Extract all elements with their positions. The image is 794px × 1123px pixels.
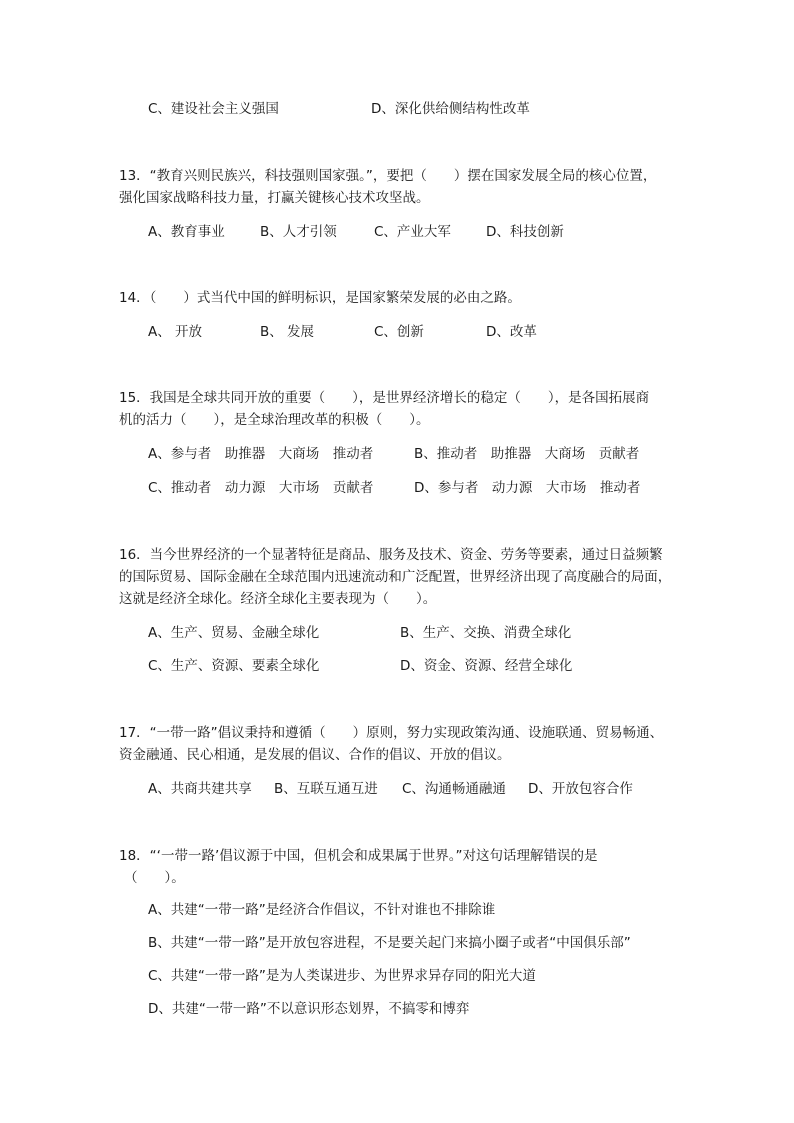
option-c: C、产业大军 — [374, 224, 451, 240]
option-b: B、 发展 — [260, 324, 315, 340]
option-a: A、 开放 — [148, 324, 203, 340]
option-d: D、共建“一带一路”不以意识形态划界，不搞零和博弈 — [148, 1001, 470, 1017]
option-b: B、共建“一带一路”是开放包容进程，不是要关起门来搞小圈子或者“中国俱乐部” — [148, 935, 631, 951]
question-text-line: 18．“‘一带一路’倡议源于中国，但机会和成果属于世界。”对这句话理解错误的是 — [119, 848, 598, 864]
option-a: A、生产、贸易、金融全球化 — [148, 625, 320, 641]
option-c: C、建设社会主义强国 — [148, 101, 279, 117]
option-d: D、科技创新 — [486, 224, 564, 240]
option-b: B、人才引领 — [260, 224, 337, 240]
question-text-line: 16．当今世界经济的一个显著特征是商品、服务及技术、资金、劳务等要素，通过日益频繁 — [119, 547, 663, 563]
question-text-line: 14．（ ）式当代中国的鲜明标识，是国家繁荣发展的必由之路。 — [119, 290, 521, 306]
option-c: C、共建“一带一路”是为人类谋进步、为世界求异存同的阳光大道 — [148, 968, 536, 984]
option-d: D、参与者 动力源 大市场 推动者 — [414, 480, 641, 496]
option-a: A、共建“一带一路”是经济合作倡议，不针对谁也不排除谁 — [148, 902, 496, 918]
option-d: D、深化供给侧结构性改革 — [371, 101, 530, 117]
question-text-line: 强化国家战略科技力量，打赢关键核心技术攻坚战。 — [119, 190, 430, 206]
option-c: C、生产、资源、要素全球化 — [148, 658, 320, 674]
question-text-line: （ ）。 — [124, 870, 185, 886]
option-a: A、共商共建共享 — [148, 781, 252, 797]
question-text-line: 15．我国是全球共同开放的重要（ ），是世界经济增长的稳定（ ），是各国拓展商 — [119, 390, 650, 406]
question-text-line: 这就是经济全球化。经济全球化主要表现为（ ）。 — [119, 591, 437, 607]
option-d: D、改革 — [486, 324, 537, 340]
option-c: C、创新 — [374, 324, 424, 340]
option-b: B、推动者 助推器 大商场 贡献者 — [414, 446, 640, 462]
option-a: A、教育事业 — [148, 224, 225, 240]
option-a: A、参与者 助推器 大商场 推动者 — [148, 446, 374, 462]
option-c: C、沟通畅通融通 — [402, 781, 506, 797]
question-text-line: 17．“一带一路”倡议秉持和遵循（ ）原则，努力实现政策沟通、设施联通、贸易畅通、 — [119, 725, 664, 741]
option-c: C、推动者 动力源 大市场 贡献者 — [148, 480, 374, 496]
option-d: D、资金、资源、经营全球化 — [400, 658, 573, 674]
question-text-line: 的国际贸易、国际金融在全球范围内迅速流动和广泛配置，世界经济出现了高度融合的局面， — [119, 569, 672, 585]
question-text-line: 资金融通、民心相通，是发展的倡议、合作的倡议、开放的倡议。 — [119, 747, 511, 763]
option-b: B、互联互通互进 — [274, 781, 378, 797]
option-d: D、开放包容合作 — [528, 781, 633, 797]
option-b: B、生产、交换、消费全球化 — [400, 625, 572, 641]
question-text-line: 机的活力（ ），是全球治理改革的积极（ ）。 — [119, 412, 430, 428]
question-text-line: 13．“教育兴则民族兴，科技强则国家强。”，要把（ ）摆在国家发展全局的核心位置， — [119, 168, 657, 184]
